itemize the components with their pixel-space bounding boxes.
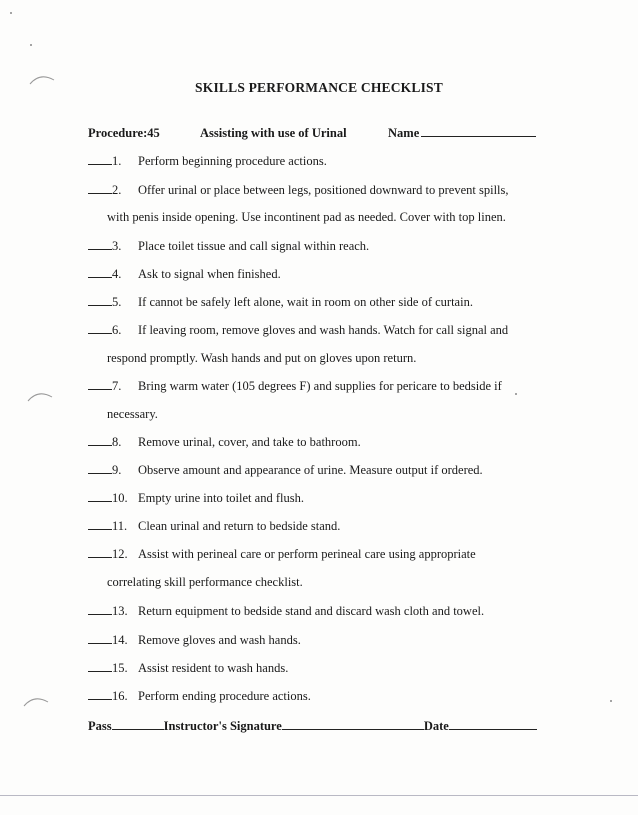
step-text: Place toilet tissue and call signal within reach. bbox=[138, 239, 370, 253]
procedure-number: Procedure:45 bbox=[88, 126, 160, 140]
step-text: Assist with perineal care or perform perineal care using appropriate bbox=[138, 547, 476, 561]
step-2-continued: with penis inside opening. Use incontinent pad as needed. Cover with top linen. bbox=[107, 210, 506, 224]
check-blank[interactable] bbox=[88, 239, 112, 250]
step-number: 11. bbox=[112, 519, 128, 533]
scan-edge-line bbox=[0, 795, 638, 796]
step-number: 16. bbox=[112, 689, 128, 703]
step-text: Empty urine into toilet and flush. bbox=[138, 491, 304, 505]
check-blank[interactable] bbox=[88, 491, 112, 502]
step-text: Bring warm water (105 degrees F) and supplies for pericare to bedside if bbox=[138, 379, 502, 393]
signature-row bbox=[88, 719, 537, 734]
step-7-continued: necessary. bbox=[107, 407, 158, 421]
check-blank[interactable] bbox=[88, 183, 112, 194]
step-2 bbox=[88, 183, 509, 198]
signature-blank-line[interactable] bbox=[282, 719, 424, 730]
step-15 bbox=[88, 661, 288, 676]
step-text: If cannot be safely left alone, wait in room on other side of curtain. bbox=[138, 295, 473, 309]
step-14 bbox=[88, 633, 301, 648]
name-label: Name bbox=[388, 126, 420, 140]
signature-label: Instructor's Signature bbox=[163, 719, 282, 733]
step-number: 6. bbox=[112, 323, 122, 337]
step-number: 3. bbox=[112, 239, 122, 253]
step-number: 1. bbox=[112, 154, 122, 168]
step-text: If leaving room, remove gloves and wash hands. Watch for call signal and bbox=[138, 323, 509, 337]
step-6 bbox=[88, 323, 508, 338]
scan-arc-mark bbox=[22, 690, 52, 720]
check-blank[interactable] bbox=[88, 604, 112, 615]
step-number: 5. bbox=[112, 295, 122, 309]
procedure-subject: Assisting with use of Urinal bbox=[200, 126, 347, 140]
step-text: Remove gloves and wash hands. bbox=[138, 633, 301, 647]
step-text: Observe amount and appearance of urine. Measure output if ordered. bbox=[138, 463, 483, 477]
step-7 bbox=[88, 379, 502, 394]
scan-speck bbox=[10, 12, 12, 14]
check-blank[interactable] bbox=[88, 519, 112, 530]
check-blank[interactable] bbox=[88, 267, 112, 278]
step-text: Perform ending procedure actions. bbox=[138, 689, 311, 703]
step-1 bbox=[88, 154, 327, 169]
step-16 bbox=[88, 689, 311, 704]
step-text: Perform beginning procedure actions. bbox=[138, 154, 327, 168]
check-blank[interactable] bbox=[88, 435, 112, 446]
step-number: 10. bbox=[112, 491, 128, 505]
scan-speck bbox=[30, 44, 32, 46]
step-number: 7. bbox=[112, 379, 122, 393]
step-number: 2. bbox=[112, 183, 122, 197]
step-number: 13. bbox=[112, 604, 128, 618]
step-text: Assist resident to wash hands. bbox=[138, 661, 289, 675]
step-text: Offer urinal or place between legs, positioned downward to prevent spills, bbox=[138, 183, 509, 197]
check-blank[interactable] bbox=[88, 633, 112, 644]
scan-speck bbox=[515, 393, 517, 395]
check-blank[interactable] bbox=[88, 463, 112, 474]
step-4 bbox=[88, 267, 281, 282]
check-blank[interactable] bbox=[88, 661, 112, 672]
pass-blank-line[interactable] bbox=[112, 719, 164, 730]
step-12-continued: correlating skill performance checklist. bbox=[107, 575, 303, 589]
check-blank[interactable] bbox=[88, 379, 112, 390]
scan-arc-mark bbox=[26, 385, 56, 415]
step-6-continued: respond promptly. Wash hands and put on gloves upon return. bbox=[107, 351, 417, 365]
step-text: Remove urinal, cover, and take to bathroom. bbox=[138, 435, 361, 449]
check-blank[interactable] bbox=[88, 295, 112, 306]
page-title: SKILLS PERFORMANCE CHECKLIST bbox=[195, 80, 443, 95]
step-10 bbox=[88, 491, 304, 506]
step-text: Return equipment to bedside stand and discard wash cloth and towel. bbox=[138, 604, 485, 618]
step-text: Clean urinal and return to bedside stand. bbox=[138, 519, 341, 533]
step-5 bbox=[88, 295, 473, 310]
scan-speck bbox=[610, 700, 612, 702]
step-13 bbox=[88, 604, 484, 619]
pass-label: Pass bbox=[88, 719, 112, 733]
step-11 bbox=[88, 519, 340, 534]
step-number: 8. bbox=[112, 435, 122, 449]
name-blank-line[interactable] bbox=[421, 126, 536, 137]
step-text: Ask to signal when finished. bbox=[138, 267, 281, 281]
step-8 bbox=[88, 435, 361, 450]
step-9 bbox=[88, 463, 483, 478]
date-blank-line[interactable] bbox=[449, 719, 537, 730]
name-field[interactable] bbox=[388, 126, 536, 141]
check-blank[interactable] bbox=[88, 323, 112, 334]
step-number: 15. bbox=[112, 661, 128, 675]
check-blank[interactable] bbox=[88, 689, 112, 700]
check-blank[interactable] bbox=[88, 154, 112, 165]
check-blank[interactable] bbox=[88, 547, 112, 558]
step-number: 12. bbox=[112, 547, 128, 561]
step-number: 14. bbox=[112, 633, 128, 647]
step-12 bbox=[88, 547, 476, 562]
scan-arc-mark bbox=[28, 70, 58, 100]
date-label: Date bbox=[423, 719, 449, 733]
step-number: 4. bbox=[112, 267, 122, 281]
step-3 bbox=[88, 239, 369, 254]
step-number: 9. bbox=[112, 463, 122, 477]
